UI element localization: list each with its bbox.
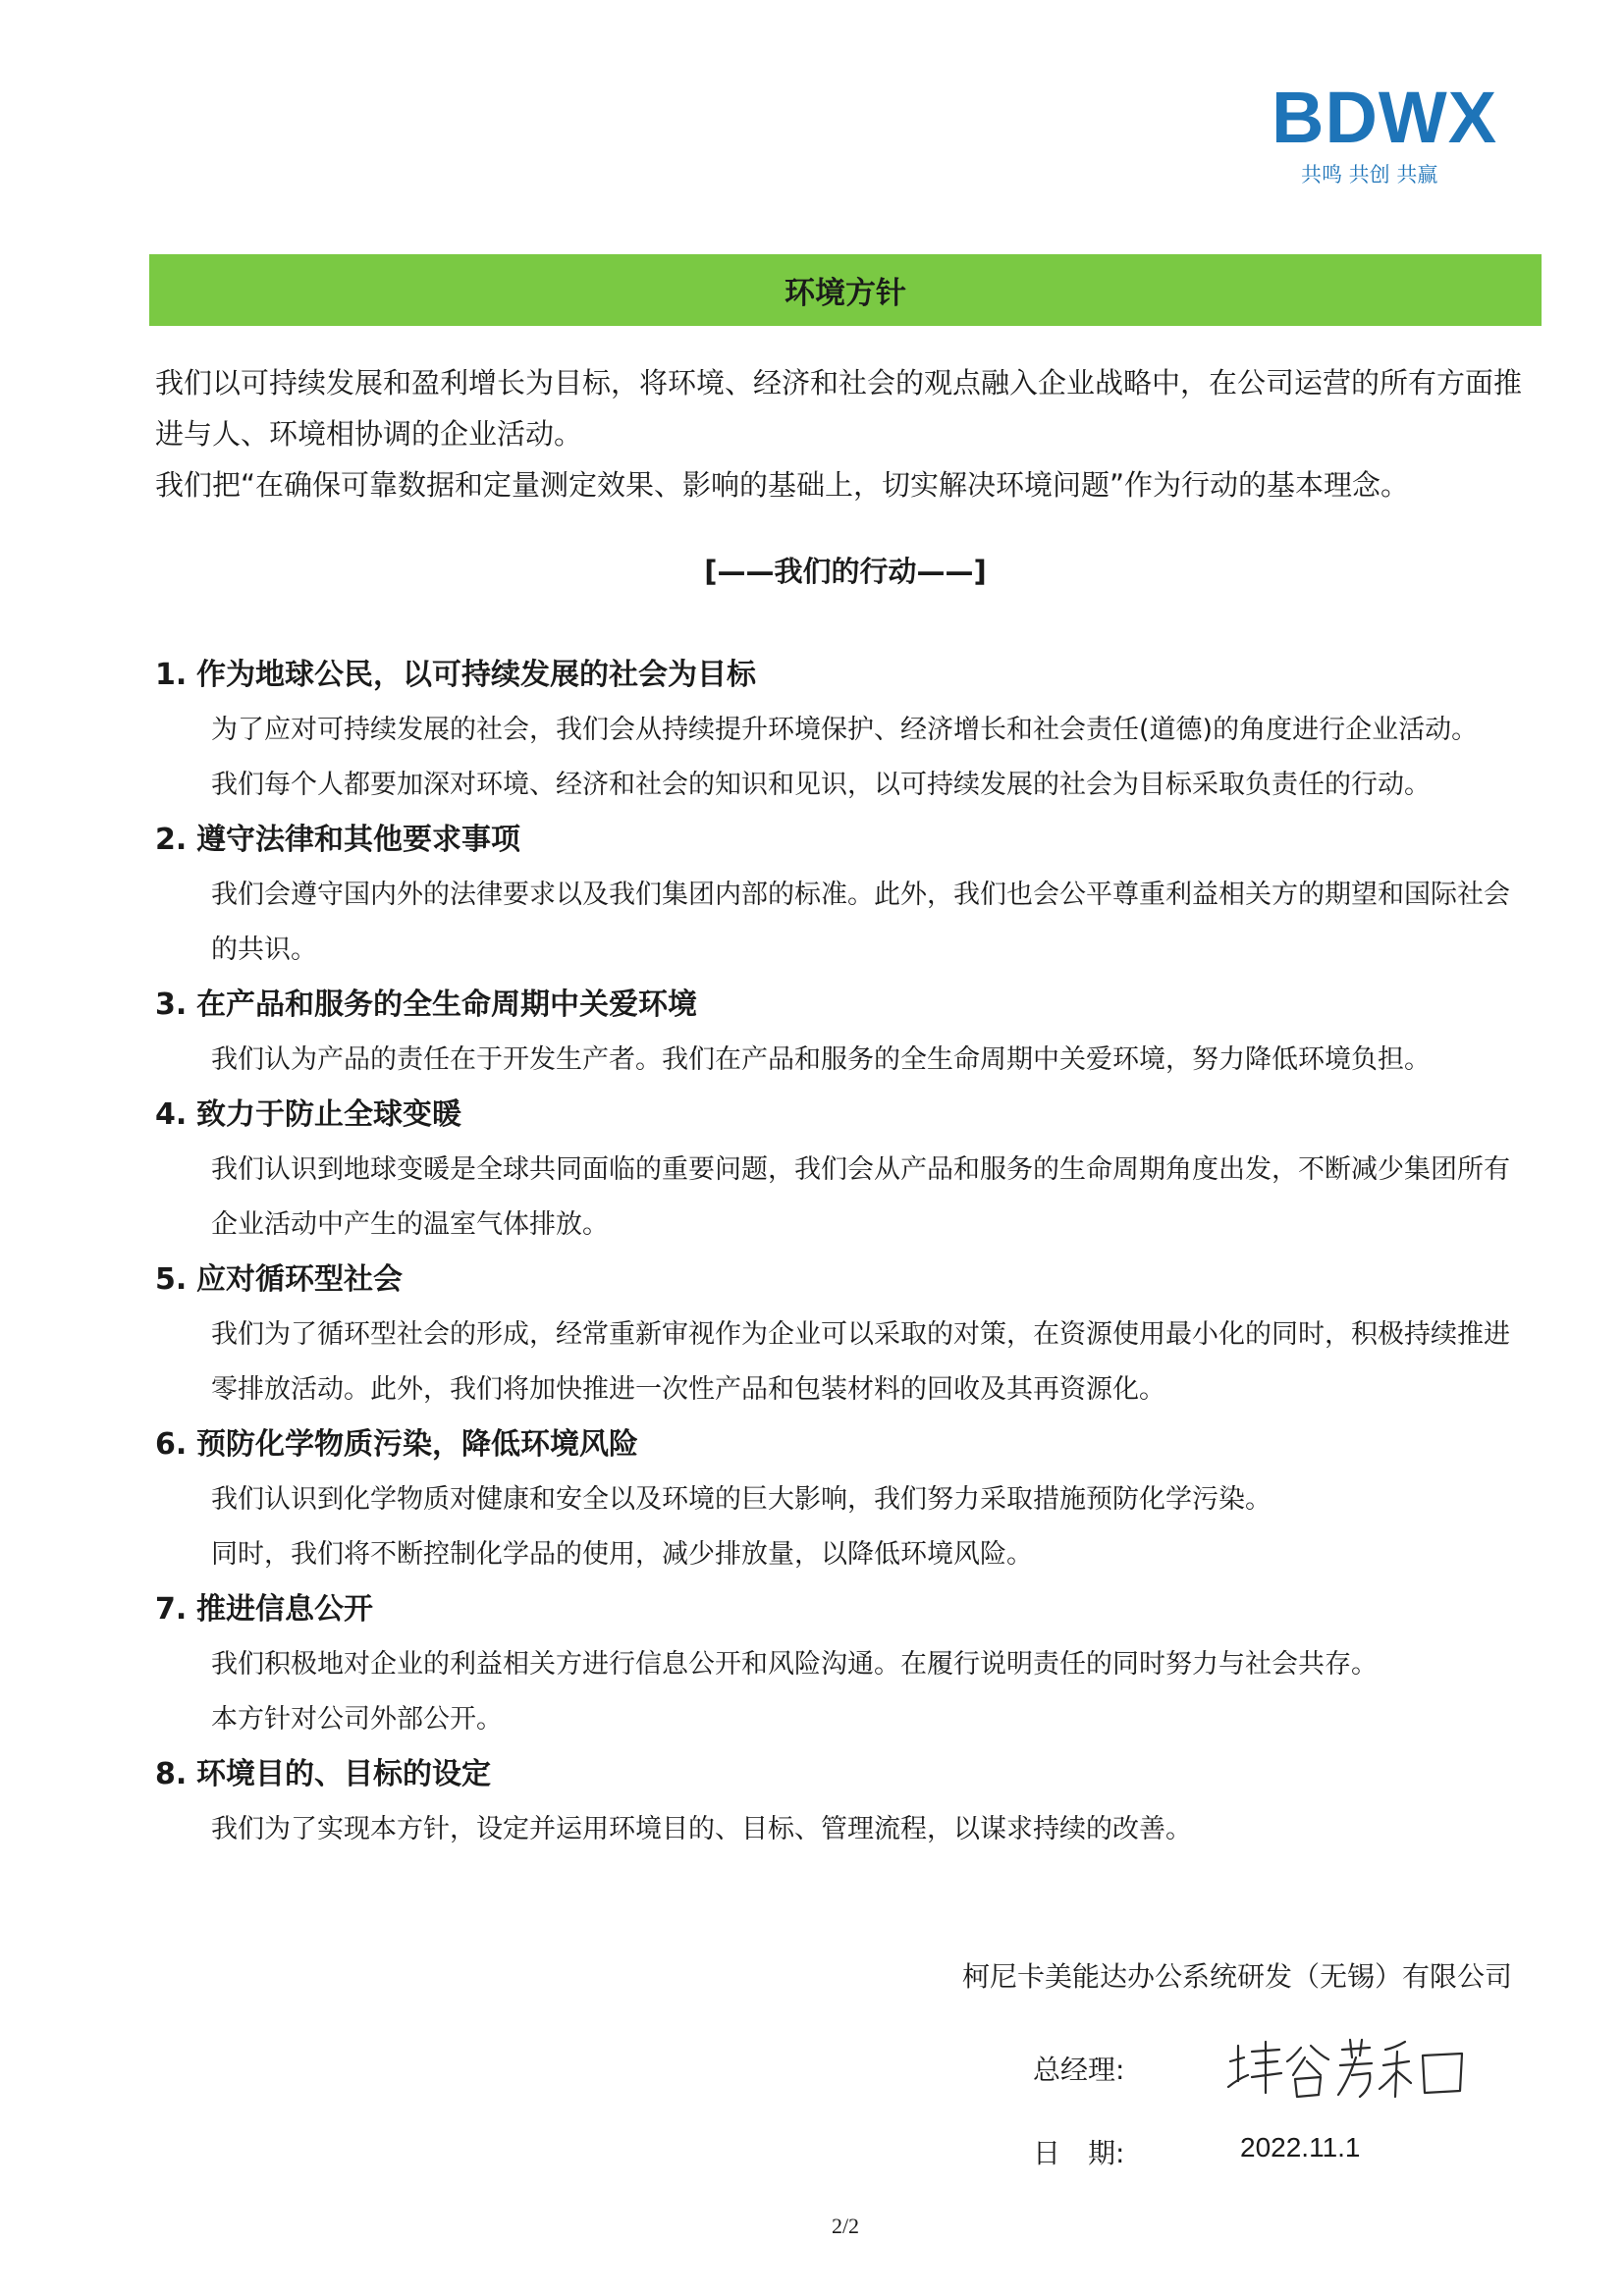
action-number: 1.	[155, 658, 188, 692]
action-item	[155, 813, 1530, 978]
action-item	[155, 978, 1530, 1088]
logo-wordmark: BDWX	[1272, 77, 1498, 158]
action-title: 致力于防止全球变暖	[196, 1097, 461, 1132]
intro-paragraph: 我们把“在确保可靠数据和定量测定效果、影响的基础上，切实解决环境问题”作为行动的基本理念。	[155, 468, 1410, 502]
action-item	[155, 648, 1530, 813]
action-text: 我们认为产品的责任在于开发生产者。我们在产品和服务的全生命周期中关爱环境，努力降低环境负担。	[211, 1044, 1431, 1075]
action-text: 我们积极地对企业的利益相关方进行信息公开和风险沟通。在履行说明责任的同时努力与社会共存。	[211, 1649, 1378, 1680]
action-text: 同时，我们将不断控制化学品的使用，减少排放量，以降低环境风险。	[211, 1539, 1033, 1570]
action-number: 4.	[155, 1097, 188, 1132]
action-text: 我们会遵守国内外的法律要求以及我们集团内部的标准。此外，我们也会公平尊重利益相关方的期望和国际社会的共识。	[211, 880, 1510, 965]
action-text: 为了应对可持续发展的社会，我们会从持续提升环境保护、经济增长和社会责任(道德)的角度进行企业活动。	[211, 715, 1479, 745]
intro-section	[155, 357, 1530, 510]
action-number: 3.	[155, 988, 188, 1022]
action-title: 预防化学物质污染，降低环境风险	[196, 1427, 638, 1462]
logo-tagline: 共鸣 共创 共赢	[1301, 163, 1438, 187]
action-item	[155, 1088, 1530, 1253]
action-number: 2.	[155, 823, 188, 857]
company-name: 柯尼卡美能达办公系统研发（无锡）有限公司	[961, 1960, 1512, 1993]
action-title: 在产品和服务的全生命周期中关爱环境	[196, 988, 697, 1022]
date-label: 日 期:	[1033, 2137, 1125, 2169]
title-bar	[149, 254, 1542, 326]
action-title: 遵守法律和其他要求事项	[196, 823, 520, 857]
action-title: 应对循环型社会	[196, 1262, 403, 1297]
action-text: 本方针对公司外部公开。	[211, 1704, 503, 1735]
action-number: 7.	[155, 1592, 188, 1627]
action-item	[155, 1253, 1530, 1417]
action-text: 我们认识到化学物质对健康和安全以及环境的巨大影响，我们努力采取措施预防化学污染。	[211, 1484, 1272, 1515]
actions-list	[155, 648, 1530, 1857]
page-title: 环境方针	[785, 276, 906, 311]
action-number: 8.	[155, 1757, 188, 1791]
action-item	[155, 1417, 1530, 1582]
action-text: 我们认识到地球变暖是全球共同面临的重要问题，我们会从产品和服务的生命周期角度出发，不断减少集团所有企业活动中产生的温室气体排放。	[211, 1154, 1510, 1240]
action-number: 6.	[155, 1427, 188, 1462]
action-text: 我们每个人都要加深对环境、经济和社会的知识和见识，以可持续发展的社会为目标采取负责任的行动。	[211, 770, 1431, 800]
action-title: 作为地球公民，以可持续发展的社会为目标	[196, 658, 756, 692]
action-text: 我们为了循环型社会的形成，经常重新审视作为企业可以采取的对策，在资源使用最小化的同时，积极持续推进零排放活动。此外，我们将加快推进一次性产品和包装材料的回收及其再资源化。	[211, 1319, 1510, 1405]
action-title: 推进信息公开	[196, 1592, 373, 1627]
actions-heading: [——我们的行动——]	[704, 555, 987, 588]
intro-paragraph: 我们以可持续发展和盈利增长为目标，将环境、经济和社会的观点融入企业战略中，在公司运营的所有方面推进与人、环境相协调的企业活动。	[155, 366, 1523, 451]
company-logo	[1272, 79, 1497, 188]
manager-label: 总经理:	[1033, 2054, 1125, 2086]
action-item	[155, 1582, 1530, 1747]
action-title: 环境目的、目标的设定	[196, 1757, 491, 1791]
page-number: 2/2	[831, 2214, 860, 2238]
action-item	[155, 1747, 1530, 1857]
action-text: 我们为了实现本方针，设定并运用环境目的、目标、管理流程，以谋求持续的改善。	[211, 1814, 1192, 1844]
handwritten-signature	[1222, 2032, 1497, 2110]
date-value: 2022.11.1	[1240, 2132, 1361, 2163]
action-number: 5.	[155, 1262, 188, 1297]
